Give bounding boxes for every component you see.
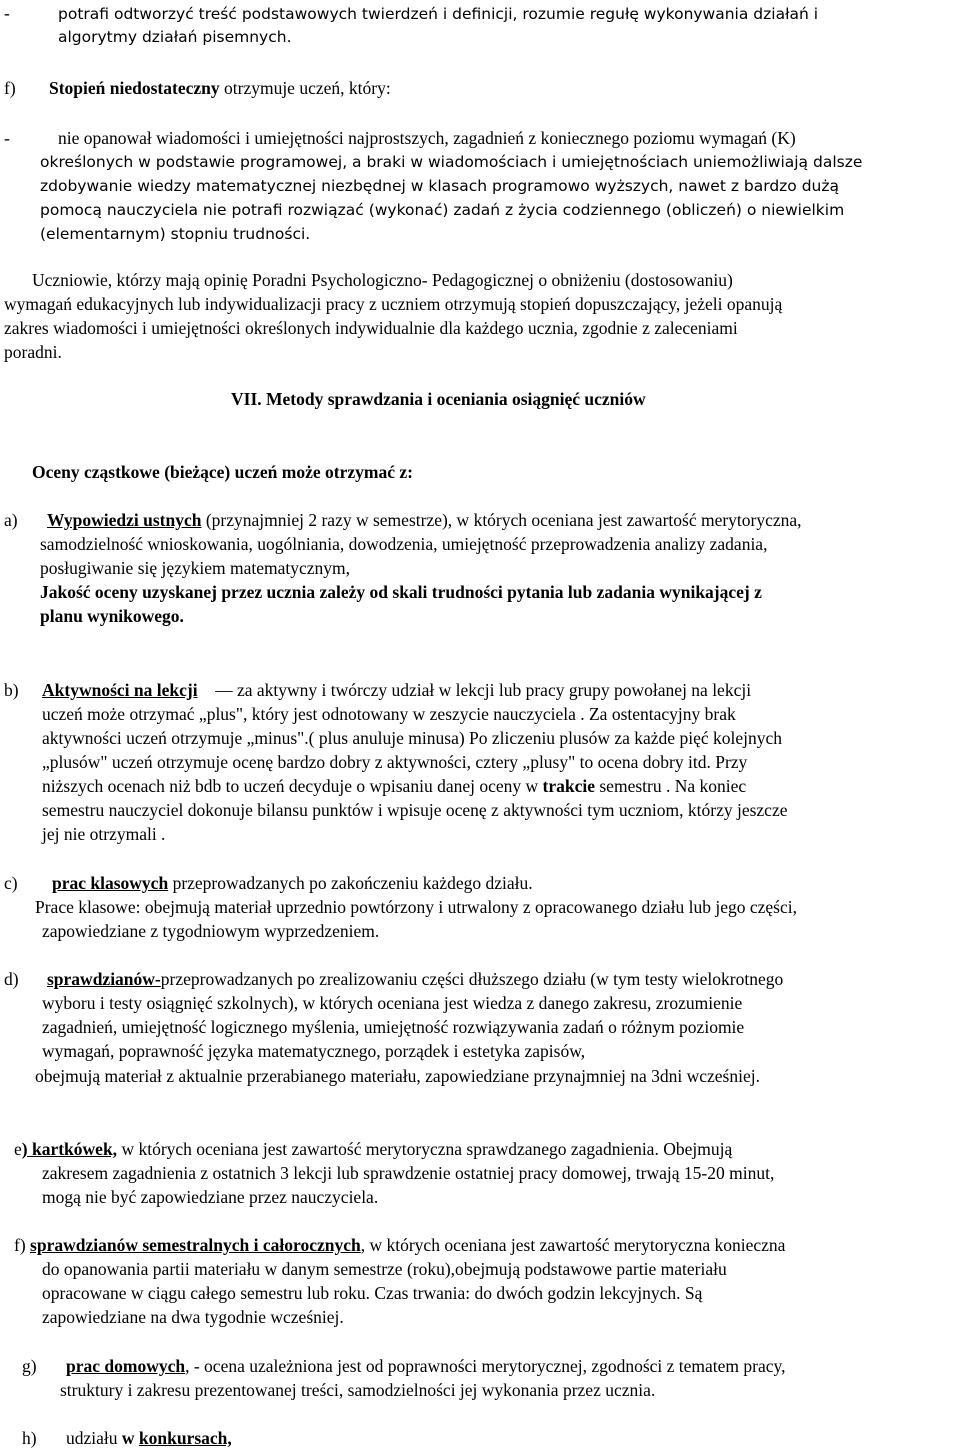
list-item-e: e) kartkówek, w których oceniana jest zawartość merytoryczna sprawdzanego zagadnienia. Obejmują	[14, 1139, 733, 1159]
paragraph-line: opracowane w ciągu całego semestru lub roku. Czas trwania: do dwóch godzin lekcyjnych. Są	[42, 1283, 703, 1303]
paragraph-line: struktury i zakresu prezentowanej treści, samodzielności jej wykonania przez ucznia.	[60, 1380, 656, 1400]
subsection-title: Oceny cząstkowe (bieżące) uczeń może otrzymać z:	[32, 462, 413, 482]
item-term: Aktywności na lekcji	[42, 680, 198, 700]
paragraph-line: zagadnień, umiejętność logicznego myślenia, umiejętność rozwiązywania zadań o różnym poziomie	[42, 1017, 745, 1037]
list-marker: h)	[22, 1428, 37, 1448]
paragraph-line: algorytmy działań pisemnych.	[58, 28, 292, 46]
paragraph-line: wymagań edukacyjnych lub indywidualizacji pracy z uczniem otrzymują stopień dopuszczający, jeżeli opanują	[4, 294, 783, 314]
paragraph-line: posługiwanie się językiem matematycznym,	[40, 558, 351, 578]
paragraph-line: zapowiedziane na dwa tygodnie wcześniej.	[42, 1307, 344, 1327]
item-term: Wypowiedzi ustnych	[47, 510, 202, 530]
paragraph-line: Jakość oceny uzyskanej przez ucznia zależy od skali trudności pytania lub zadania wynikającej z	[40, 582, 762, 602]
item-term: sprawdzianów semestralnych i całorocznych	[30, 1235, 361, 1255]
paragraph-line: potrafi odtworzyć treść podstawowych twierdzeń i definicji, rozumie regułę wykonywania działań i	[58, 5, 819, 23]
paragraph-line: „plusów" uczeń otrzymuje ocenę bardzo dobry z aktywności, cztery „plusy" to ocena dobry itd. Przy	[42, 752, 748, 772]
list-item-a: Wypowiedzi ustnych (przynajmniej 2 razy w semestrze), w których oceniana jest zawartość merytoryczna,	[47, 510, 802, 530]
paragraph-line: jej nie otrzymali .	[42, 824, 166, 844]
item-term: prac domowych	[66, 1356, 186, 1376]
paragraph-line: aktywności uczeń otrzymuje „minus".( plus anuluje minusa) Po zliczeniu plusów za każde pięć kolejnych	[42, 728, 782, 748]
item-term: sprawdzianów-	[47, 969, 161, 989]
paragraph-line: zdobywanie wiedzy matematycznej niezbędnej w klasach programowo wyższych, nawet z bardzo dużą	[40, 177, 840, 195]
paragraph-line: semestru nauczyciel dokonuje bilansu punktów i wpisuje ocenę z aktywności tym uczniom, którzy jeszcze	[42, 800, 788, 820]
list-item-c: prac klasowych przeprowadzanych po zakończeniu każdego działu.	[52, 873, 533, 893]
paragraph-line: obejmują materiał z aktualnie przerabianego materiału, zapowiedziane przynajmniej na 3dni wcześniej.	[35, 1066, 760, 1086]
paragraph-line: nie opanował wiadomości i umiejętności najprostszych, zagadnień z koniecznego poziomu wymagań (K)	[58, 128, 796, 148]
bullet-dash: -	[4, 3, 10, 23]
list-marker: f)	[14, 1235, 26, 1255]
section-title: VII. Metody sprawdzania i oceniania osiągnięć uczniów	[231, 389, 646, 409]
paragraph-line: zakresem zagadnienia z ostatnich 3 lekcji lub sprawdzenie ostatniej pracy domowej, trwają 15-20 minut,	[42, 1163, 775, 1183]
paragraph-line: niższych ocenach niż bdb to uczeń decyduje o wpisaniu danej oceny w trakcie semestru . Na koniec	[42, 776, 747, 796]
list-item-b: Aktywności na lekcji — za aktywny i twórczy udział w lekcji lub pracy grupy powołanej na lekcji	[42, 680, 752, 700]
grade-heading	[49, 78, 391, 98]
paragraph-line: pomocą nauczyciela nie potrafi rozwiązać (wykonać) zadań z życia codziennego (obliczeń) o niewielkim	[40, 201, 845, 219]
item-term: konkursach,	[138, 1428, 232, 1448]
paragraph-line: zapowiedziane z tygodniowym wyprzedzeniem.	[42, 921, 380, 941]
grade-name: Stopień niedostateczny	[49, 78, 220, 98]
paragraph-line: do opanowania partii materiału w danym semestrze (roku),obejmują podstawowe partie materiału	[42, 1259, 727, 1279]
paragraph-line: samodzielność wnioskowania, uogólniania, dowodzenia, umiejętność przeprowadzenia analizy zadania,	[40, 534, 768, 554]
list-item-h: udziału w konkursach,	[66, 1428, 232, 1448]
paragraph-line: poradni.	[4, 342, 62, 362]
paragraph-line: uczeń może otrzymać „plus", który jest odnotowany w zeszycie nauczyciela . Za ostentacyjny brak	[42, 704, 736, 724]
list-marker: g)	[22, 1356, 37, 1376]
list-item-f: f) sprawdzianów semestralnych i całorocznych, w których oceniana jest zawartość merytoryczna konieczna	[14, 1235, 786, 1255]
list-marker: a)	[4, 510, 18, 530]
paragraph-line: planu wynikowego.	[40, 606, 184, 626]
paragraph-line: zakres wiadomości i umiejętności określonych indywidualnie dla każdego ucznia, zgodnie z zaleceniami	[4, 318, 738, 338]
item-term: ) kartkówek,	[21, 1139, 118, 1159]
paragraph-line: Uczniowie, którzy mają opinię Poradni Psychologiczno- Pedagogicznej o obniżeniu (dostosowaniu)	[32, 270, 733, 290]
list-item-d: sprawdzianów-przeprowadzanych po zrealizowaniu części dłuższego działu (w tym testy wielokrotnego	[47, 969, 784, 989]
paragraph-line: wyboru i testy osiągnięć szkolnych), w których oceniana jest wiedza z danego zakresu, zrozumienie	[42, 993, 743, 1013]
item-term: prac klasowych	[52, 873, 169, 893]
list-marker: c)	[4, 873, 18, 893]
grade-text: otrzymuje uczeń, który:	[224, 78, 391, 98]
list-marker: b)	[4, 680, 19, 700]
paragraph-line: Prace klasowe: obejmują materiał uprzednio powtórzony i utrwalony z opracowanego działu lub jego części,	[35, 897, 797, 917]
bullet-dash: -	[4, 128, 10, 148]
list-item-g: prac domowych, - ocena uzależniona jest od poprawności merytorycznej, zgodności z tematem pracy,	[66, 1356, 786, 1376]
paragraph-line: określonych w podstawie programowej, a braki w wiadomościach i umiejętnościach uniemożliwiają dalsze	[40, 153, 863, 171]
paragraph-line: wymagań, poprawność języka matematycznego, porządek i estetyka zapisów,	[42, 1041, 586, 1061]
paragraph-line: (elementarnym) stopniu trudności.	[40, 225, 311, 243]
list-marker: e	[14, 1139, 22, 1159]
list-marker: d)	[4, 969, 19, 989]
paragraph-line: mogą nie być zapowiedziane przez nauczyciela.	[42, 1187, 379, 1207]
list-marker: f)	[4, 78, 16, 98]
